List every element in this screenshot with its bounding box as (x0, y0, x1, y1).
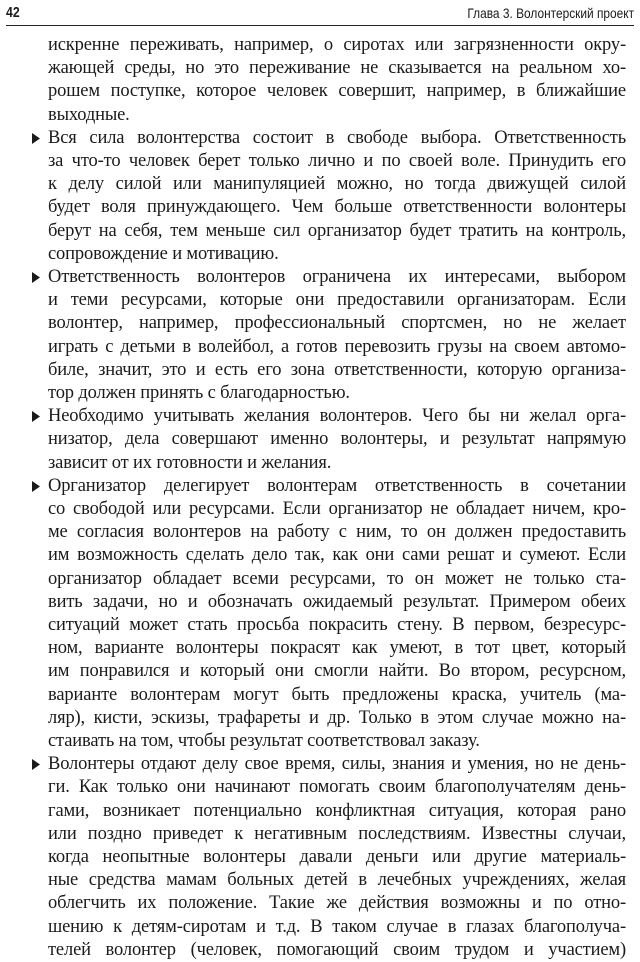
text-line: им понравился и который они смогли найти. Во втором, ресурсном, (48, 661, 626, 682)
text-line: Ответственность волонтеров ограничена их интересами, выбором (48, 267, 626, 287)
text-line: ме согласия волонтеров на работу с ним, то он должен предоставить (48, 522, 626, 543)
triangle-bullet-icon (32, 405, 42, 428)
text-line: рошем поступке, которое человек совершит, например, в ближайшие (48, 81, 626, 102)
text-line: ном, варианте волонтеры покрасят как умеют, в тот цвет, который (48, 638, 626, 659)
text-line: биле, значит, это и есть его зона ответственности, которую организа- (48, 359, 626, 380)
text-line: играть с детьми в волейбол, а готов перевозить грузы на своем автомо- (48, 336, 626, 357)
text-line: Организатор делегирует волонтерам ответственность в сочетании (48, 475, 626, 496)
chapter-title: Глава 3. Волонтерский проект (467, 5, 634, 21)
text-line: жающей среды, но это переживание не сказывается на реальном хо- (48, 58, 626, 79)
text-line: ные средства мамам больных детей в лечебных учреждениях, желая (48, 870, 626, 891)
text-line: низатор, дела совершают именно волонтеры, и результат напрямую (48, 429, 626, 450)
page-number: 42 (6, 4, 20, 21)
text-line: Необходимо учитывать желания волонтеров. Чего бы ни желал орга- (48, 406, 626, 427)
text-line: стаивать на том, чтобы результат соответствовал заказу. (48, 731, 480, 751)
triangle-bullet-icon (32, 266, 42, 289)
page-header (6, 3, 634, 26)
text-line: или поздно приведет к негативным последствиям. Известны случаи, (48, 823, 626, 844)
text-line: телей волонтер (человек, помогающий своим трудом и участием) (48, 939, 626, 960)
text-line: ги. Как только они начинают помогать своим благополучателям день- (48, 777, 626, 798)
text-line: искренне переживать, например, о сиротах или загрязненности окру- (48, 35, 626, 55)
text-line: выходные. (48, 104, 130, 125)
text-line: ляр), кисти, эскизы, трафареты и др. Только в этом случае можно на- (48, 707, 626, 728)
text-line: шению к детям-сиротам и т.д. В таком случае в глазах благополуча- (48, 916, 626, 937)
text-line: облегчить их положение. Такие же действия возможны и по отно- (48, 893, 626, 914)
text-line: волонтер, например, профессиональный спортсмен, но не желает (48, 313, 626, 334)
text-line: гами, возникает потенциально конфликтная ситуация, которая рано (48, 800, 626, 821)
text-line: ситуаций может стать просьба покрасить стену. В первом, безресурс- (48, 615, 626, 635)
text-line: берут на себя, тем меньше сил организатор будет тратить на контроль, (48, 220, 626, 241)
text-line: варианте волонтерам могут быть предложены краска, учитель (ма- (48, 684, 626, 705)
triangle-bullet-icon (32, 127, 42, 150)
text-line: и теми ресурсами, которые они предоставили организаторам. Если (48, 290, 626, 311)
triangle-bullet-icon (32, 753, 42, 776)
text-line: со свободой или ресурсами. Если организатор не обладает ничем, кро- (48, 499, 626, 519)
text-line: сопровождение и мотивацию. (48, 243, 279, 264)
text-line: Вся сила волонтерства состоит в свободе выбора. Ответственность (48, 127, 626, 148)
text-line: организатор обладает всеми ресурсами, то он может не только ста- (48, 568, 626, 589)
text-line: будет воля принуждающего. Чем больше ответственности волонтеры (48, 197, 626, 218)
text-line: Волонтеры отдают делу свое время, силы, знания и умения, но не день- (48, 754, 626, 775)
text-line: за что-то человек берет только лично и по своей воле. Принудить его (48, 151, 626, 171)
triangle-bullet-icon (32, 475, 42, 498)
text-line: к делу силой или манипуляцией можно, но тогда движущей силой (48, 174, 626, 195)
text-line: вить задачи, но и обозначать ожидаемый результат. Примером обеих (48, 591, 626, 612)
text-line: тор должен принять с благодарностью. (48, 383, 350, 403)
text-line: когда неопытные волонтеры давали деньги или другие материаль- (48, 847, 626, 867)
text-line: зависит от их готовности и желания. (48, 452, 332, 473)
text-line: им возможность сделать дело так, как они сами решат и сумеют. Если (48, 545, 626, 566)
